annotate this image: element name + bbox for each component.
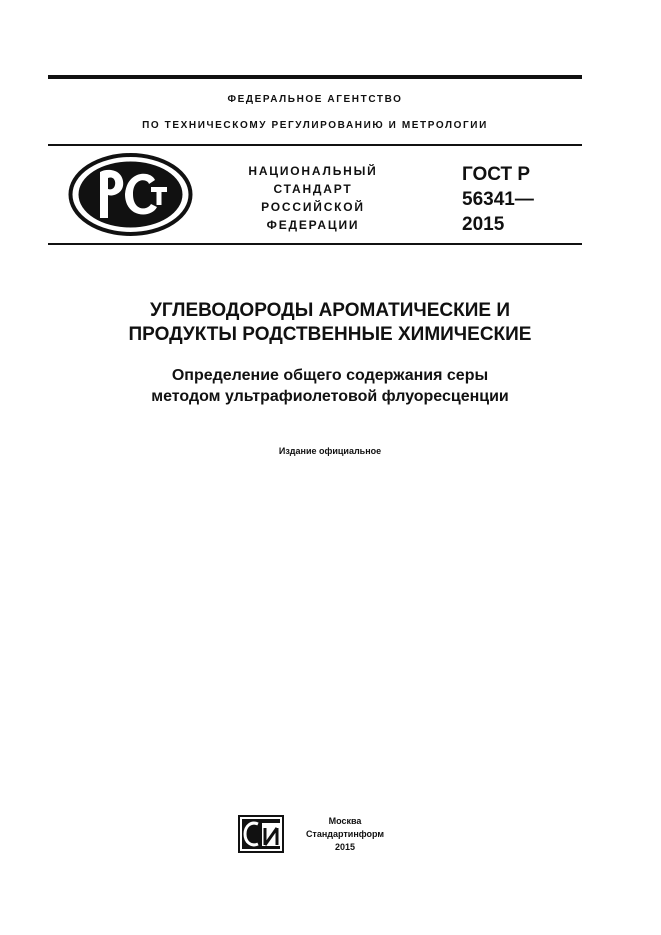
standard-divider xyxy=(48,243,582,245)
agency-name-line2: ПО ТЕХНИЧЕСКОМУ РЕГУЛИРОВАНИЮ И МЕТРОЛОГИИ xyxy=(142,120,488,131)
title-line-1: УГЛЕВОДОРОДЫ АРОМАТИЧЕСКИЕ И xyxy=(150,300,510,321)
top-divider xyxy=(48,75,582,79)
subtitle-line-2: методом ультрафиолетовой флуоресценции xyxy=(151,388,509,405)
agency-name-line1: ФЕДЕРАЛЬНОЕ АГЕНТСТВО xyxy=(227,94,403,105)
gost-line-3: 2015 xyxy=(462,214,505,235)
publisher-name: Стандартинформ xyxy=(305,829,385,839)
subtitle-line-1: Определение общего содержания серы xyxy=(171,367,489,384)
gost-line-2: 56341— xyxy=(462,189,534,210)
edition-note: Издание официальное xyxy=(278,446,382,456)
standartinform-logo-icon xyxy=(238,815,284,853)
gost-number xyxy=(462,162,534,237)
rst-certification-mark-icon xyxy=(67,152,194,237)
gost-line-1: ГОСТ Р xyxy=(462,164,531,185)
national-line-1: НАЦИОНАЛЬНЫЙ xyxy=(248,164,378,178)
publisher-city: Москва xyxy=(328,816,362,826)
document-title xyxy=(30,299,630,347)
national-standard-label xyxy=(228,162,398,234)
publisher-year: 2015 xyxy=(334,842,356,852)
header-divider xyxy=(48,144,582,146)
document-subtitle xyxy=(30,365,630,407)
title-line-2: ПРОДУКТЫ РОДСТВЕННЫЕ ХИМИЧЕСКИЕ xyxy=(128,324,532,345)
national-line-2: СТАНДАРТ xyxy=(273,182,353,196)
publisher-info xyxy=(290,815,400,854)
national-line-4: ФЕДЕРАЦИИ xyxy=(266,218,360,232)
national-line-3: РОССИЙСКОЙ xyxy=(261,200,365,214)
